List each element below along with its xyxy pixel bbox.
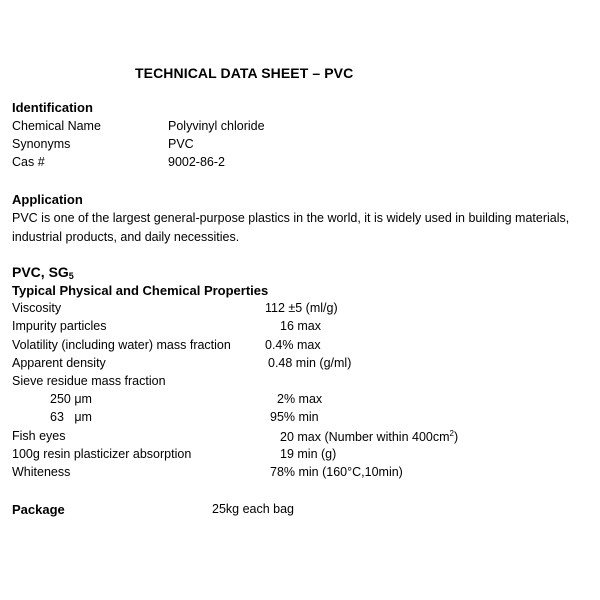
property-value: 112 ±5 (ml/g): [265, 301, 338, 315]
document-title: TECHNICAL DATA SHEET – PVC: [135, 65, 354, 81]
cas-value: 9002-86-2: [168, 155, 225, 169]
fish-eyes-value-tail: ): [453, 430, 459, 444]
property-label: Impurity particles: [12, 319, 107, 333]
property-label: Fish eyes: [12, 429, 66, 443]
identification-heading: Identification: [12, 100, 93, 115]
property-value: 0.48 min (g/ml): [268, 356, 352, 370]
property-label: Sieve residue mass fraction: [12, 374, 166, 388]
fish-eyes-value-main: 20 max (Number within 400cm: [280, 430, 450, 444]
property-label: 250 μm: [50, 392, 92, 406]
properties-heading: Typical Physical and Chemical Properties: [12, 283, 269, 298]
property-label: Volatility (including water) mass fraction: [12, 338, 231, 352]
property-value: 95% min: [270, 410, 319, 424]
synonyms-value: PVC: [168, 137, 194, 151]
application-text: PVC is one of the largest general-purpose plastics in the world, it is widely used in building materials, industrial products, and daily necessities.: [12, 211, 570, 244]
grade-title: [12, 265, 74, 281]
grade-subscript: 5: [68, 271, 74, 281]
application-heading: Application: [12, 192, 83, 207]
property-label: 63 μm: [50, 410, 92, 424]
property-value: 78% min (160°C,10min): [270, 465, 403, 479]
property-value: 2% max: [277, 392, 323, 406]
property-label: Apparent density: [12, 356, 106, 370]
synonyms-label: Synonyms: [12, 137, 71, 151]
property-value: [280, 430, 458, 444]
property-label: 100g resin plasticizer absorption: [12, 447, 192, 461]
property-value: 16 max: [280, 319, 321, 333]
package-value: 25kg each bag: [212, 502, 295, 516]
chemical-name-value: Polyvinyl chloride: [168, 119, 265, 133]
cas-label: Cas #: [12, 155, 45, 169]
property-label: Viscosity: [12, 301, 62, 315]
grade-name: PVC, SG: [12, 264, 69, 280]
chemical-name-label: Chemical Name: [12, 119, 101, 133]
property-value: 0.4% max: [265, 338, 321, 352]
property-label: Whiteness: [12, 465, 71, 479]
fish-eyes-value-sup: 2: [449, 429, 454, 438]
property-value: 19 min (g): [280, 447, 337, 461]
package-label: Package: [12, 502, 65, 517]
